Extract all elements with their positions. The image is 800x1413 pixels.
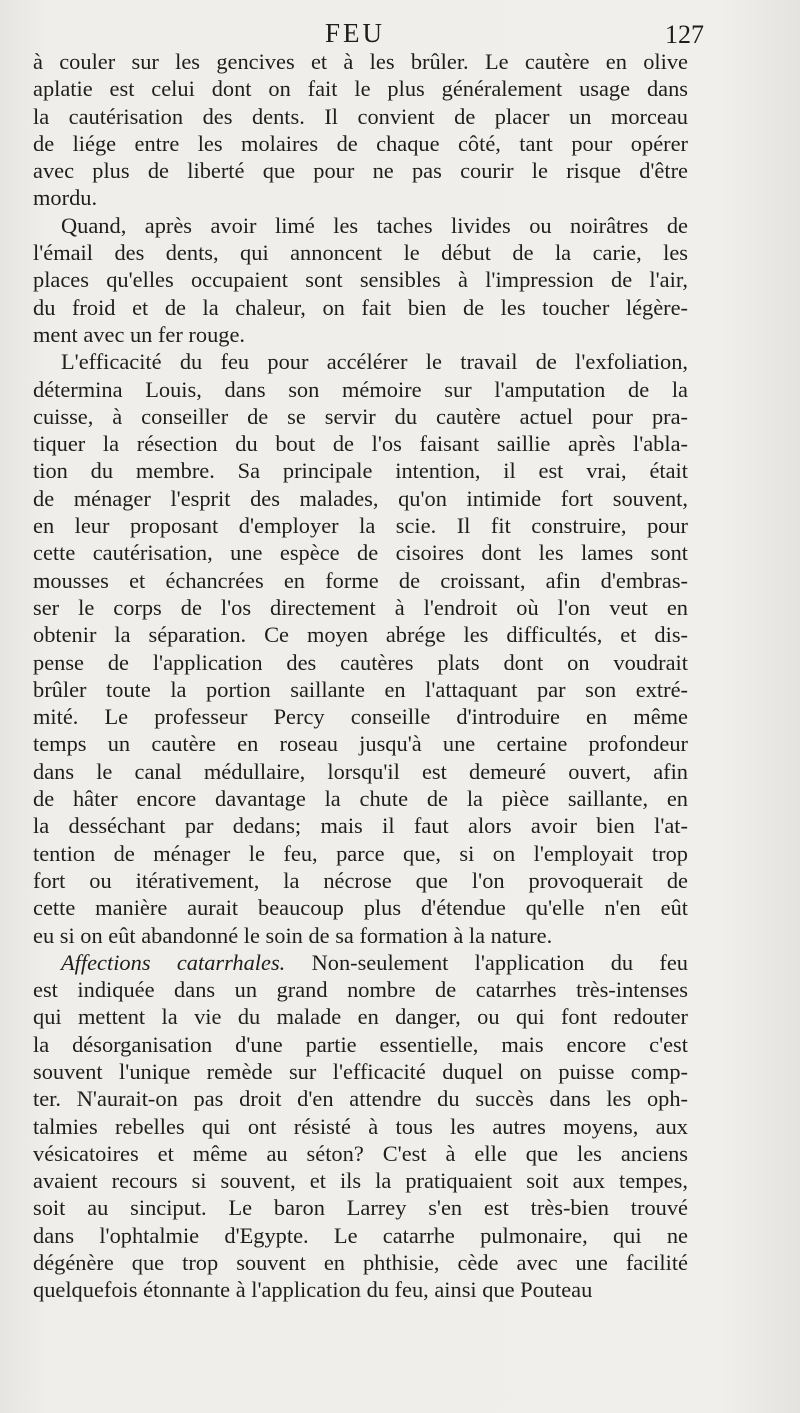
line-text: vésicatoires et même au séton? C'est à elle que les anciens (33, 1140, 688, 1166)
body-text (33, 48, 688, 1304)
text-line (33, 403, 688, 430)
line-text: ter. N'aurait-on pas droit d'en attendre du succès dans les oph- (33, 1086, 688, 1112)
text-line (33, 1085, 688, 1112)
text-line (33, 294, 688, 321)
line-text: places qu'elles occupaient sont sensibles à l'impression de l'air, (33, 267, 688, 293)
text-line (33, 157, 688, 184)
section-heading: Affections catarrhales. (61, 949, 286, 975)
line-text: la desséchant par dedans; mais il faut alors avoir bien l'at- (33, 813, 688, 839)
text-line (33, 212, 688, 239)
text-line (33, 676, 688, 703)
text-line (33, 130, 688, 157)
running-head (0, 14, 800, 48)
line-text: mousses et échancrées en forme de croissant, afin d'embras- (33, 567, 688, 593)
line-text: de hâter encore davantage la chute de la pièce saillante, en (33, 786, 688, 812)
line-text: en leur proposant d'employer la scie. Il fit construire, pour (33, 513, 688, 539)
text-line (33, 867, 688, 894)
line-text: talmies rebelles qui ont résisté à tous les autres moyens, aux (33, 1113, 688, 1139)
text-line (33, 812, 688, 839)
text-line (33, 457, 688, 484)
text-line (33, 48, 688, 75)
text-line (33, 894, 688, 921)
text-line (33, 184, 688, 211)
text-line (33, 266, 688, 293)
line-text: Quand, après avoir limé les taches livides ou noirâtres de (61, 212, 688, 238)
line-text: pense de l'application des cautères plats dont on voudrait (33, 649, 688, 675)
line-text: l'émail des dents, qui annoncent le début de la carie, les (33, 240, 688, 266)
text-line (33, 430, 688, 457)
line-text: tiquer la résection du bout de l'os faisant saillie après l'abla- (33, 431, 688, 457)
text-line (33, 840, 688, 867)
text-line (33, 1222, 688, 1249)
text-line (33, 1140, 688, 1167)
text-line (33, 594, 688, 621)
running-title: FEU (324, 18, 385, 48)
text-line (33, 485, 688, 512)
text-line (33, 1058, 688, 1085)
text-line (33, 1276, 688, 1303)
line-text: mordu. (33, 185, 98, 211)
text-line (33, 730, 688, 757)
line-text: ser le corps de l'os directement à l'endroit où l'on veut en (33, 594, 688, 620)
text-line (33, 1031, 688, 1058)
line-text: aplatie est celui dont on fait le plus généralement usage dans (33, 76, 688, 102)
line-text: mité. Le professeur Percy conseille d'introduire en même (33, 704, 688, 730)
text-line (33, 621, 688, 648)
text-line (33, 348, 688, 375)
text-line (33, 1003, 688, 1030)
text-line (33, 1249, 688, 1276)
line-text: est indiquée dans un grand nombre de catarrhes très-intenses (33, 977, 688, 1003)
line-text: brûler toute la portion saillante en l'attaquant par son extré- (33, 676, 688, 702)
text-line (33, 1167, 688, 1194)
line-text: du froid et de la chaleur, on fait bien de les toucher légère- (33, 294, 688, 320)
text-line (33, 949, 688, 976)
line-text: L'efficacité du feu pour accélérer le travail de l'exfoliation, (61, 349, 688, 375)
line-text: dans l'ophtalmie d'Egypte. Le catarrhe pulmonaire, qui ne (33, 1222, 688, 1248)
line-text: dégénère que trop souvent en phthisie, cède avec une facilité (33, 1250, 688, 1276)
line-text: détermina Louis, dans son mémoire sur l'amputation de la (33, 376, 688, 402)
line-text: à couler sur les gencives et à les brûler. Le cautère en olive (33, 49, 688, 74)
line-text: soit au sinciput. Le baron Larrey s'en est très-bien trouvé (33, 1195, 688, 1221)
line-text: souvent l'unique remède sur l'efficacité duquel on puisse comp- (33, 1058, 688, 1084)
line-text: avaient recours si souvent, et ils la pratiquaient soit aux tempes, (33, 1168, 688, 1194)
text-line (33, 922, 688, 949)
line-text: cuisse, à conseiller de se servir du cautère actuel pour pra- (33, 403, 688, 429)
line-text: de ménager l'esprit des malades, qu'on intimide fort souvent, (33, 485, 688, 511)
line-text: tention de ménager le feu, parce que, si on l'employait trop (33, 840, 688, 866)
text-line (33, 376, 688, 403)
line-text: avec plus de liberté que pour ne pas courir le risque d'être (33, 158, 688, 184)
line-text: qui mettent la vie du malade en danger, ou qui font redouter (33, 1004, 688, 1030)
text-line (33, 75, 688, 102)
text-line (33, 512, 688, 539)
text-line (33, 649, 688, 676)
line-text: de liége entre les molaires de chaque côté, tant pour opérer (33, 130, 688, 156)
line-text: cette cautérisation, une espèce de cisoires dont les lames sont (33, 540, 688, 566)
line-text: dans le canal médullaire, lorsqu'il est demeuré ouvert, afin (33, 758, 688, 784)
text-line (33, 758, 688, 785)
line-text: fort ou itérativement, la nécrose que l'on provoquerait de (33, 867, 688, 893)
text-line (33, 703, 688, 730)
line-text: quelquefois étonnante à l'application du feu, ainsi que Pouteau (33, 1277, 593, 1303)
text-line (33, 103, 688, 130)
line-text: eu si on eût abandonné le soin de sa formation à la nature. (33, 922, 553, 948)
text-line (33, 785, 688, 812)
text-line (33, 976, 688, 1003)
page-number: 127 (665, 20, 704, 49)
line-text: cette manière aurait beaucoup plus d'étendue qu'elle n'en eût (33, 895, 688, 921)
text-line (33, 321, 688, 348)
line-text: tion du membre. Sa principale intention, il est vrai, était (33, 458, 688, 484)
line-text: temps un cautère en roseau jusqu'à une certaine profondeur (33, 731, 688, 757)
text-line (33, 567, 688, 594)
text-line (33, 239, 688, 266)
line-text: la cautérisation des dents. Il convient de placer un morceau (33, 103, 688, 129)
text-line (33, 539, 688, 566)
text-line (33, 1194, 688, 1221)
line-text: Non-seulement l'application du feu (285, 949, 688, 975)
line-text: la désorganisation d'une partie essentielle, mais encore c'est (33, 1031, 688, 1057)
line-text: obtenir la séparation. Ce moyen abrége les difficultés, et dis- (33, 622, 688, 648)
line-text: ment avec un fer rouge. (33, 321, 245, 347)
text-line (33, 1113, 688, 1140)
